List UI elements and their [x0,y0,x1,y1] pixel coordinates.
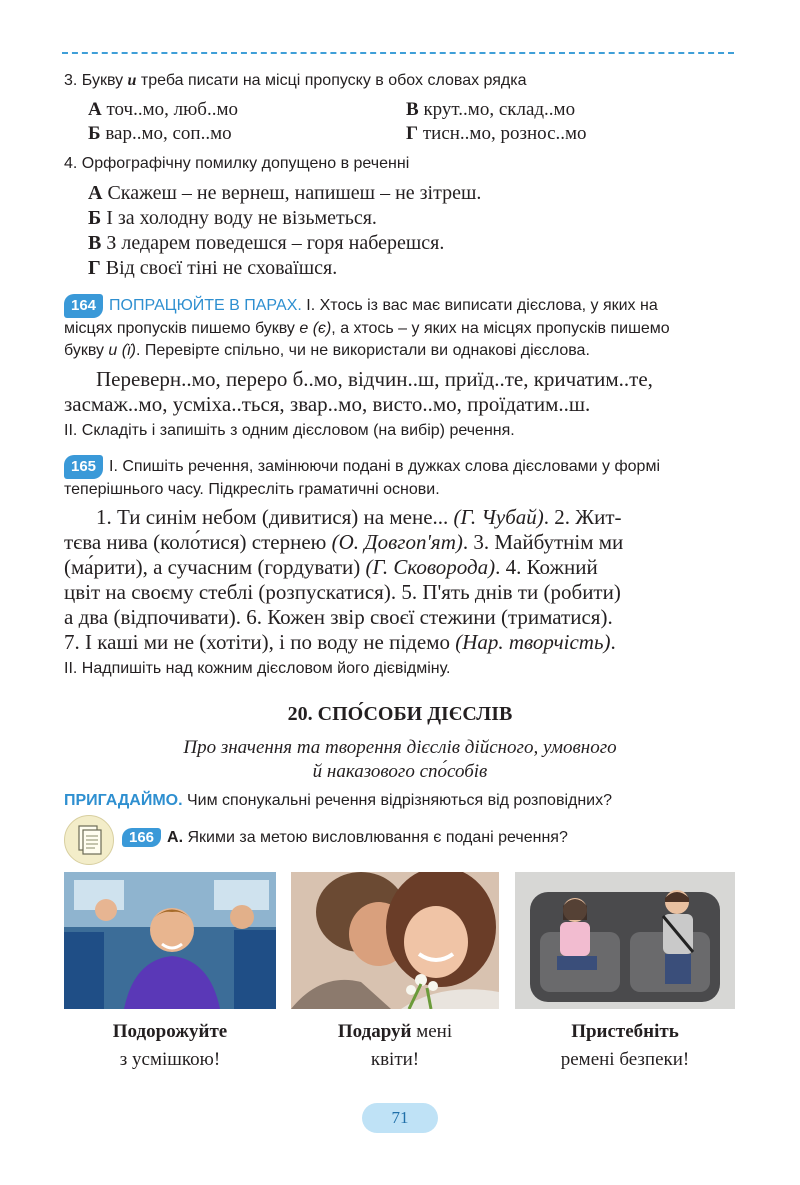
recall-label: ПРИГАДАЙМО. [64,792,183,809]
task-number-badge: 165 [64,455,103,479]
q4-option-a: А Скажеш – не вернеш, напишеш – не зітреш. [88,182,482,204]
section-title: 20. СПО́СОБИ ДІЄСЛІВ [287,703,513,725]
source-citation: (Г. Чубай) [453,505,544,529]
task-164-line-1: 164 ПОПРАЦЮЙТЕ В ПАРАХ. І. Хтось із вас має виписати дієслова, у яких на [64,294,734,318]
q4-option-g: Г Від своєї тіні не сховаїшся. [88,257,338,279]
exercise-165-line: а два (відпочивати). 6. Кожен звір своєї стежини (триматися). [64,605,613,629]
exercise-164-line-1: Переверн..мо, переро б..мо, відчин..ш, приїд..те, кричатим..те, [96,367,653,391]
exercise-165-line: тєва нива (коло́тися) стернею (О. Довгоп'ят). 3. Майбутнім ми [64,530,624,554]
recall-line [64,792,612,810]
q3-option-v: В крут..мо, склад..мо [406,99,576,120]
task-164-line-3: букву и (ї). Перевірте спільно, чи не використали ви однакові дієслова. [64,342,590,359]
question-3 [64,72,527,90]
exercise-165-line: (ма́рити), а сучасним (гордувати) (Г. Сковорода). 4. Кожний [64,555,598,579]
task-165-line-2: теперішнього часу. Підкресліть граматичні основи. [64,481,440,498]
page-number: 71 [362,1103,438,1133]
question-3-letter: и [127,72,137,89]
q3-option-b: Б вар..мо, соп..мо [88,123,232,144]
notebook-icon [64,815,114,865]
exercise-165-line: 7. І каші ми не (хотіти), і по воду не підемо (Нар. творчість). [64,630,616,654]
caption-1: Подорожуйте з усмішкою! [112,1021,228,1070]
q3-option-g: Г тисн..мо, рознос..мо [406,123,587,144]
recall-text: Чим спонукальні речення відрізняються від розповідних? [182,792,613,809]
task-164 [64,294,734,362]
section-subtitle: Про значення та творення дієслів дійсного, умовного й наказового спо́собів [183,737,617,782]
task-165-line-1: 165 І. Спишіть речення, замінюючи подані в дужках слова дієсловами у формі [64,455,734,479]
task-164-heading: ПОПРАЦЮЙТЕ В ПАРАХ. [109,297,302,314]
task-165 [64,455,734,501]
q4-option-b: Б І за холодну воду не візьметься. [88,207,377,229]
task-164-part-2: ІІ. Складіть і запишіть з одним дієсловом (на вибір) речення. [64,422,515,439]
exercise-165-text [64,505,736,655]
top-dashed-divider [62,52,734,54]
exercise-165-line: 1. Ти синім небом (дивитися) на мене... (Г. Чубай). 2. Жит- [96,505,622,529]
exercise-165-line: цвіт на своєму стеблі (розпускатися). 5. П'ять днів ти (робити) [64,580,621,604]
source-citation: (О. Довгоп'ят) [331,530,463,554]
question-3-text: 3. Букву [64,72,128,89]
task-164-line-2: місцях пропусків пишемо букву е (є), а хтось – у яких на місцях пропусків пишемо [64,320,670,337]
task-number-badge: 164 [64,294,103,318]
question-4-text: 4. Орфографічну помилку допущено в реченні [64,155,410,172]
task-number-badge: 166 [122,828,161,847]
question-3-rest: треба писати на місці пропуску в обох словах рядка [136,72,527,89]
q4-option-v: В З ледарем поведешся – горя наберешся. [88,232,445,254]
source-citation: (Нар. творчість) [455,630,611,654]
task-166: 166 А. Якими за метою висловлювання є подані речення? [122,828,568,847]
task-165-part-2: ІІ. Надпишіть над кожним дієсловом його дієвідміну. [64,660,451,677]
q3-option-a: А точ..мо, люб..мо [88,99,238,120]
exercise-164-line-2: засмаж..мо, усміха..ться, звар..мо, висто..мо, проїдатим..ш. [64,392,591,416]
photo-bus-travelers [64,872,276,1009]
caption-2: Подаруй мені квіти! [337,1021,453,1070]
photo-couple-flowers [291,872,499,1009]
photo-children-car-seats [515,872,735,1009]
caption-3: Пристебніть ремені безпеки! [560,1021,690,1070]
source-citation: (Г. Сковорода) [365,555,496,579]
